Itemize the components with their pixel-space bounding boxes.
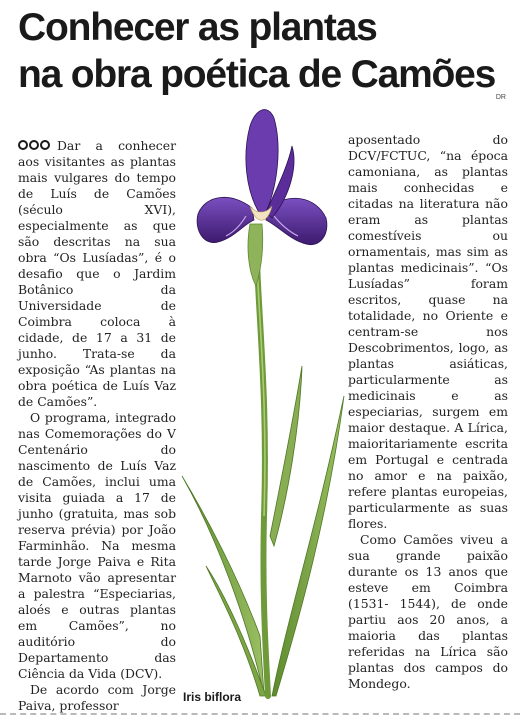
article-column-right <box>348 132 508 692</box>
paragraph-4: aposentado do DCV/FCTUC, “na época camoniana, as plantas mais conhecidas e citadas na literatura não eram as plantas comestíveis ou ornamentais, mas sim as plantas medicinais”. “Os Lusíadas” foram escritos, quase na totalidade, no Oriente e centram-se nos Descobrimentos, logo, as plantas asiáticas, particularmente as medicinais e as especiarias, surgem em maior destaque. A Lírica, maioritariamente escrita em Portugal e centrada no amor e na paixão, refere plantas europeias, particularmente as suas flores. <box>348 132 508 531</box>
bottom-divider <box>0 713 520 715</box>
paragraph-3: De acordo com Jorge Paiva, professor <box>18 682 176 713</box>
photo-credit: DR <box>495 94 506 101</box>
headline <box>18 4 508 98</box>
image-caption: Iris biflora <box>183 690 242 704</box>
headline-line-1: Conhecer as plantas <box>18 6 377 49</box>
paragraph-1-text: Dar a conhecer aos visitantes as plantas mais vulgares do tempo de Luís de Camões (século XVI), especialmente as que são descritas na sua obra “Os Lusíadas”, é o desafio que o Jardim Botânico da Universidade de Coimbra coloca à cidade, de 17 a 31 de junho. Trata-se da exposição “As plantas na obra poética de Luís Vaz de Camões”. <box>18 138 176 409</box>
article-column-left <box>18 138 176 714</box>
paragraph-2: O programa, integrado nas Comemorações do V Centenário do nascimento de Luís Vaz de Camões, inclui uma visita guiada a 17 de junho (gratuita, mas sob reserva prévia) por João Farminhão. Na mesma tarde Jorge Paiva e Rita Marnoto vão apresentar a palestra “Especiarias, aloés e outras plantas em Camões”, no auditório do Departamento das Ciência da Vida (DCV). <box>18 410 176 681</box>
leaf-right-long <box>272 396 344 696</box>
stem <box>256 236 268 696</box>
petal-fall-left <box>197 197 254 242</box>
iris-illustration <box>176 96 348 702</box>
leaf-right-upper <box>270 366 302 546</box>
section-bullets-icon <box>18 138 51 154</box>
paragraph-1 <box>18 138 176 410</box>
paragraph-5: Como Camões viveu a sua grande paixão durante os 13 anos que esteve em Coimbra (1531- 1544), de onde partiu aos 20 anos, a maioria das plantas referidas na Lírica são plantas dos campos do Mondego. <box>348 532 508 691</box>
headline-line-2: na obra poética de Camões <box>18 53 496 96</box>
